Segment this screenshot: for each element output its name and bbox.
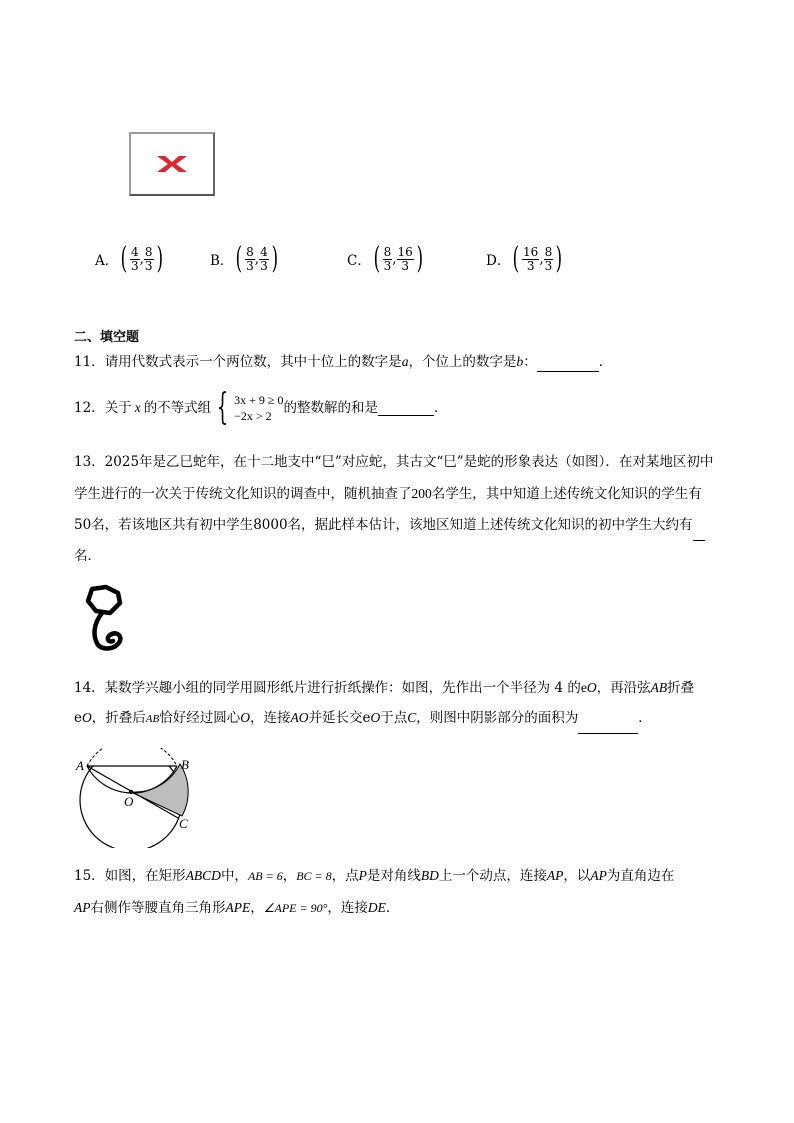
- folded-circle-figure: [70, 748, 200, 848]
- question-14: [74, 673, 694, 734]
- option-c[interactable]: C． ( $\frac{8}{3}$ , $\frac{16}{3}$ ): [347, 241, 423, 276]
- question-12: 12． 关于 x 的不等式组 { 3x + 9 ≥ 0 −2x > 2 的整数解的和是 ．: [74, 387, 448, 428]
- q14-line-1: 14．某数学兴趣小组的同学用圆形纸片进行折纸操作：如图，先作出一个半径为 4 的eO，再沿弦AB折叠: [74, 680, 695, 696]
- label-c: C: [179, 816, 188, 831]
- inequality-system: { 3x + 9 ≥ 0 −2x > 2: [216, 387, 284, 428]
- question-11: 11．请用代数式表示一个两位数，其中十位上的数字是a，个位上的数字是b： ．: [74, 354, 613, 370]
- option-b[interactable]: B． ( $\frac{8}{3}$ , $\frac{4}{3}$ ): [210, 241, 278, 276]
- label-o: O: [124, 794, 134, 809]
- fraction: $\frac{16}{3}$: [397, 244, 413, 273]
- fraction: $\frac{8}{3}$: [383, 244, 392, 273]
- answer-options: [95, 241, 575, 284]
- q13-line-4: 名．: [74, 548, 101, 564]
- label-b: B: [181, 757, 189, 772]
- fraction: $\frac{4}{3}$: [130, 244, 139, 273]
- option-letter: C．: [347, 253, 371, 269]
- ancient-snake-character-image: [80, 583, 130, 655]
- q14-line-2: eO，折叠后AB恰好经过圆心O，连接AO并延长交eO于点C，则图中阴影部分的面积为 ．: [74, 703, 694, 734]
- answer-blank[interactable]: [578, 719, 638, 734]
- fraction: $\frac{8}{3}$: [144, 244, 153, 273]
- dashed-upper-arc: [87, 748, 177, 766]
- answer-blank[interactable]: [378, 401, 434, 416]
- q15-line-1: 15．如图，在矩形ABCD中，AB = 6，BC = 8，点P是对角线BD上一个动点，连接AP，以AP为直角边在: [74, 868, 675, 884]
- q13-line-2: 学生进行的一次关于传统文化知识的调查中，随机抽查了200名学生，其中知道上述传统文化知识的学生有: [74, 486, 702, 502]
- answer-blank[interactable]: [693, 526, 705, 541]
- q15-line-2: AP右侧作等腰直角三角形APE，∠APE = 90°，连接DE．: [74, 900, 400, 916]
- option-letter: A．: [95, 253, 119, 269]
- q13-line-1: 13．2025年是乙巳蛇年，在十二地支中“巳”对应蛇，其古文“巳”是蛇的形象表达（如图）．在对某地区初中: [74, 454, 714, 470]
- fraction: $\frac{8}{3}$: [246, 244, 254, 273]
- question-15: [74, 860, 674, 924]
- q13-line-3: 50名，若该地区共有初中学生8000名，据此样本估计，该地区知道上述传统文化知识的初中学生大约有: [74, 510, 713, 541]
- shaded-region: [131, 764, 188, 816]
- broken-image-placeholder: [129, 132, 215, 196]
- answer-blank[interactable]: [537, 357, 599, 372]
- label-a: A: [76, 758, 84, 773]
- option-letter: D．: [486, 253, 511, 269]
- fraction: $\frac{16}{3}$: [523, 244, 539, 273]
- fraction: $\frac{4}{3}$: [260, 244, 268, 273]
- option-letter: B．: [210, 253, 234, 269]
- fraction: $\frac{8}{3}$: [544, 244, 553, 273]
- broken-image-icon: [131, 134, 213, 194]
- section-title: 二、填空题: [74, 330, 140, 345]
- option-a[interactable]: A． ( $\frac{4}{3}$ , $\frac{8}{3}$ ): [95, 241, 163, 276]
- question-13: [74, 447, 713, 572]
- option-d[interactable]: D． ( $\frac{16}{3}$ , $\frac{8}{3}$ ): [486, 241, 563, 276]
